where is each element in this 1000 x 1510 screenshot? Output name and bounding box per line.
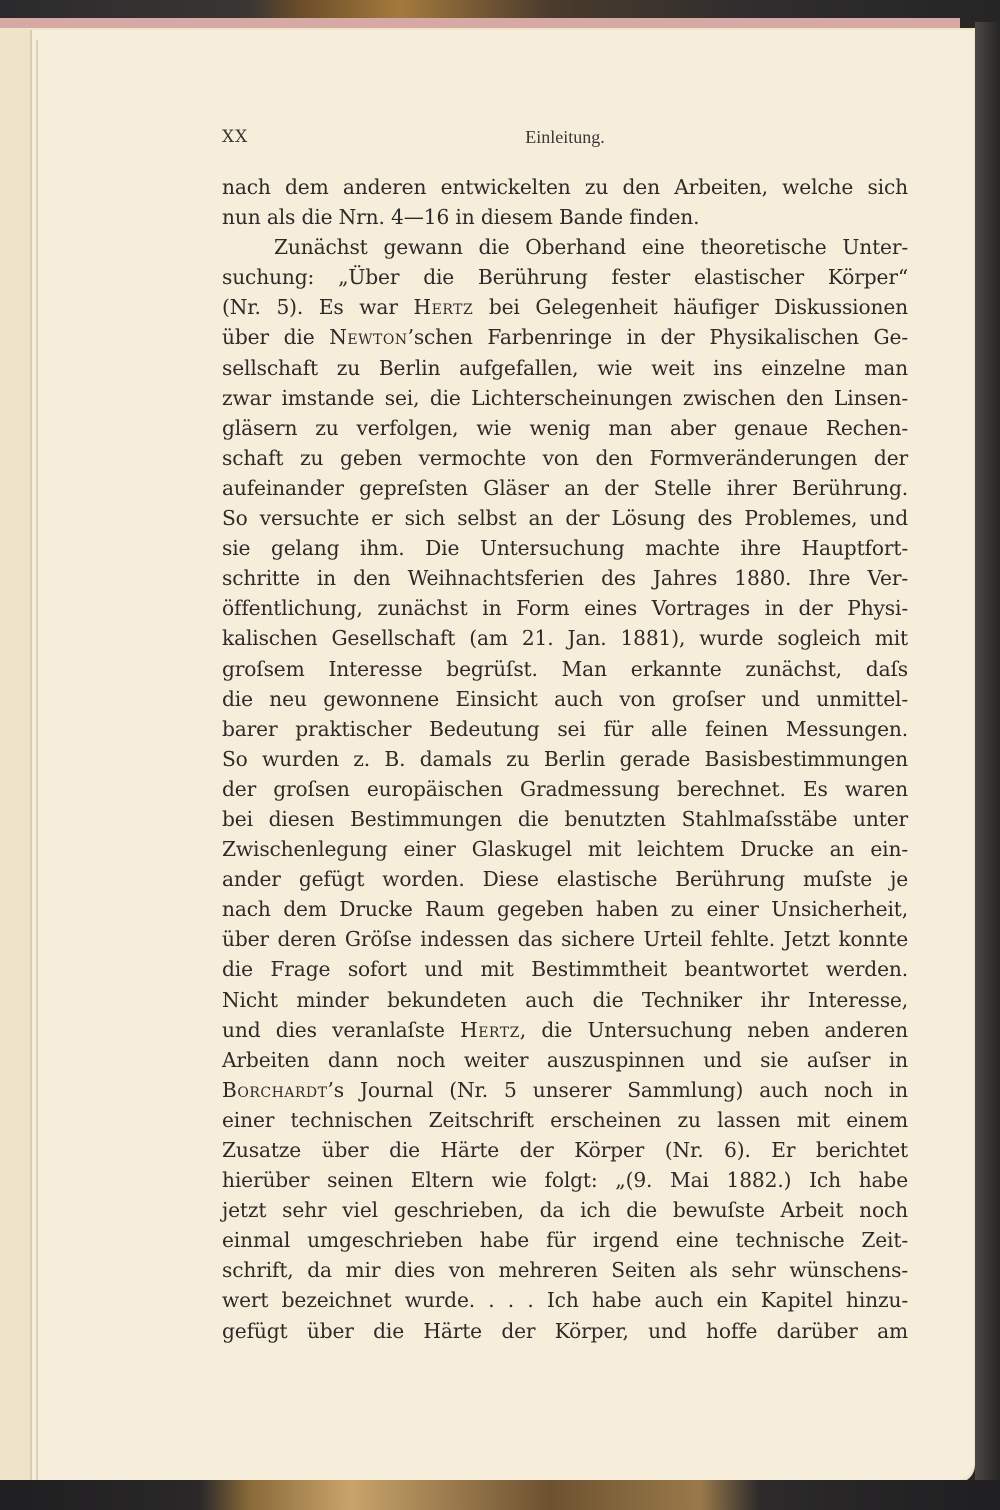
text-segment: bei diesen Bestimmungen die benutzten Stahlmaſsstäbe unter — [222, 806, 908, 831]
person-name: Hertz — [413, 295, 474, 320]
text-line — [222, 413, 908, 443]
book-cover-right — [975, 22, 1000, 1482]
page-edge-line — [36, 40, 38, 1480]
text-segment: schaft zu geben vermochte von den Formveränderungen der — [222, 445, 908, 470]
text-segment: jetzt sehr viel geschrieben, da ich die bewuſste Arbeit noch — [222, 1198, 908, 1223]
text-line — [222, 1015, 908, 1045]
text-segment: öffentlichung, zunächst in Form eines Vortrages in der Physi- — [222, 596, 908, 621]
text-segment: schritte in den Weihnachtsferien des Jahres 1880. Ihre Ver- — [222, 566, 908, 591]
text-line — [222, 1045, 908, 1075]
text-line — [222, 804, 908, 834]
text-segment: über deren Gröſse indessen das sichere Urteil fehlte. Jetzt konnte — [222, 927, 908, 952]
text-line — [222, 1105, 908, 1135]
text-line — [222, 1225, 908, 1255]
text-line — [222, 473, 908, 503]
text-line — [222, 172, 908, 202]
running-header — [222, 127, 908, 153]
text-line — [222, 1075, 908, 1105]
text-line — [222, 1195, 908, 1225]
text-line — [222, 322, 908, 352]
text-line — [222, 232, 908, 262]
text-segment: ander gefügt worden. Diese elastische Berührung muſste je — [222, 867, 908, 892]
text-line — [222, 623, 908, 653]
text-line — [222, 1255, 908, 1285]
text-segment: die Frage sofort und mit Bestimmtheit beantwortet werden. — [222, 957, 908, 982]
text-line — [222, 894, 908, 924]
text-line — [222, 714, 908, 744]
person-name: Borchardt — [222, 1077, 328, 1102]
text-line — [222, 533, 908, 563]
text-line — [222, 654, 908, 684]
text-line — [222, 1316, 908, 1346]
page-number: XX — [222, 127, 249, 147]
text-line — [222, 774, 908, 804]
text-segment: gefügt über die Härte der Körper, und hoffe darüber am — [222, 1318, 908, 1343]
text-line — [222, 1165, 908, 1195]
text-line — [222, 563, 908, 593]
text-segment: hierüber seinen Eltern wie folgt: „(9. Mai 1882.) Ich habe — [222, 1168, 908, 1193]
text-segment: So wurden z. B. damals zu Berlin gerade Basisbestimmungen — [222, 746, 908, 771]
text-line — [222, 443, 908, 473]
text-line — [222, 954, 908, 984]
text-segment: So versuchte er sich selbst an der Lösung des Problemes, und — [222, 506, 908, 531]
text-segment: Nicht minder bekundeten auch die Techniker ihr Interesse, — [222, 987, 908, 1012]
text-segment: groſsem Interesse begrüſst. Man erkannte zunächst, daſs — [222, 656, 908, 681]
body-text — [222, 172, 908, 1346]
text-line — [222, 985, 908, 1015]
text-segment: barer praktischer Bedeutung sei für alle feinen Messungen. — [222, 716, 908, 741]
person-name: Hertz — [460, 1017, 520, 1042]
text-segment: Zwischenlegung einer Glaskugel mit leichtem Drucke an ein- — [222, 837, 908, 862]
text-segment: ’s Journal (Nr. 5 unserer Sammlung) auch noch in — [327, 1077, 908, 1102]
text-segment: einer technischen Zeitschrift erscheinen zu lassen mit einem — [222, 1107, 908, 1132]
running-title: Einleitung. — [525, 127, 605, 147]
text-line — [222, 1285, 908, 1315]
text-line — [222, 864, 908, 894]
text-segment: Arbeiten dann noch weiter auszuspinnen und sie auſser in — [222, 1047, 908, 1072]
text-segment: die neu gewonnene Einsicht auch von groſser und unmittel- — [222, 686, 908, 711]
text-line — [222, 744, 908, 774]
text-segment: über die — [222, 325, 330, 350]
text-segment: nun als die Nrn. 4—16 in diesem Bande finden. — [222, 205, 700, 230]
person-name: Newton — [329, 325, 408, 350]
text-line — [222, 593, 908, 623]
text-line — [222, 383, 908, 413]
text-line — [222, 684, 908, 714]
text-line — [222, 262, 908, 292]
text-line — [222, 503, 908, 533]
text-segment: wert bezeichnet wurde. . . . Ich habe auch ein Kapitel hinzu- — [222, 1288, 908, 1313]
text-line — [222, 834, 908, 864]
text-segment: kalischen Gesellschaft (am 21. Jan. 1881), wurde sogleich mit — [222, 626, 908, 651]
text-segment: (Nr. 5). Es war — [222, 295, 414, 320]
text-segment: sie gelang ihm. Die Untersuchung machte ihre Hauptfort- — [222, 536, 908, 561]
text-segment: zwar imstande sei, die Lichterscheinungen zwischen den Linsen- — [222, 385, 908, 410]
text-segment: nach dem anderen entwickelten zu den Arbeiten, welche sich — [222, 175, 908, 199]
text-segment: der groſsen europäischen Gradmessung berechnet. Es waren — [222, 776, 908, 801]
text-line — [222, 1135, 908, 1165]
text-segment: einmal umgeschrieben habe für irgend eine technische Zeit- — [222, 1228, 908, 1253]
text-segment: ’schen Farbenringe in der Physikalischen Ge- — [407, 325, 908, 350]
text-segment: nach dem Drucke Raum gegeben haben zu einer Unsicherheit, — [222, 897, 908, 922]
text-segment: sellschaft zu Berlin aufgefallen, wie weit ins einzelne man — [222, 355, 908, 380]
text-line — [222, 353, 908, 383]
text-segment: und dies veranlaſste — [222, 1017, 461, 1042]
text-segment: Zunächst gewann die Oberhand eine theoretische Unter- — [274, 235, 908, 260]
text-segment: bei Gelegenheit häufiger Diskussionen — [473, 295, 908, 320]
text-segment: , die Untersuchung neben anderen — [519, 1017, 909, 1042]
text-line — [222, 202, 908, 232]
text-segment: aufeinander gepreſsten Gläser an der Stelle ihrer Berührung. — [222, 475, 908, 500]
text-segment: suchung: „Über die Berührung fester elastischer Körper“ — [222, 265, 908, 290]
text-segment: gläsern zu verfolgen, wie wenig man aber genaue Rechen- — [222, 415, 908, 440]
text-segment: Zusatze über die Härte der Körper (Nr. 6). Er berichtet — [222, 1138, 908, 1162]
text-line — [222, 292, 908, 322]
text-segment: schrift, da mir dies von mehreren Seiten als sehr wünschens- — [222, 1258, 908, 1283]
book-cover-bottom — [0, 1480, 1000, 1510]
text-line — [222, 924, 908, 954]
